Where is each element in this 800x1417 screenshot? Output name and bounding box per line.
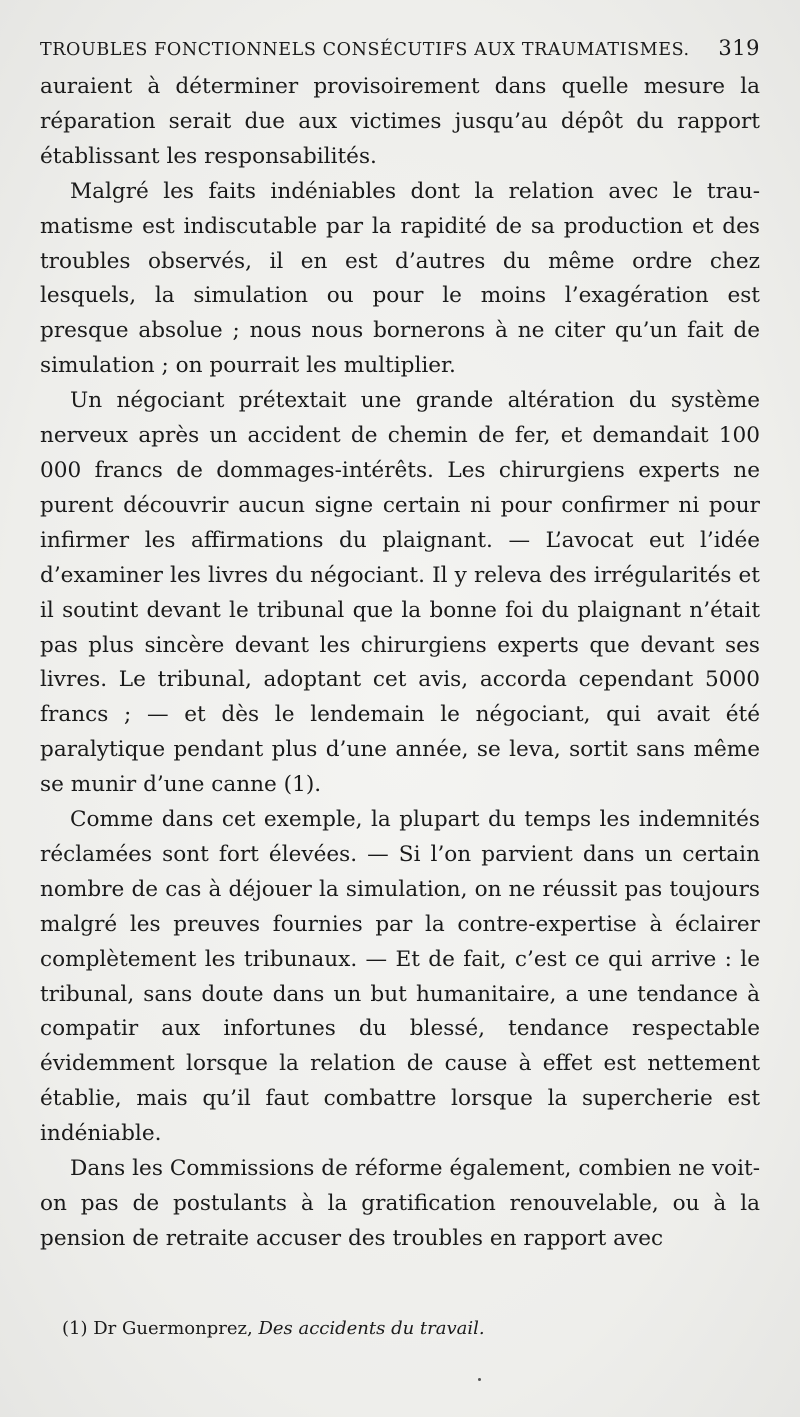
paragraph-negociant: Un négociant prétextait une grande altération du système nerveux après un accident de chemin de fer, et demandait 100 000 francs de dommages-intérêts. Les chirurgiens experts ne purent découvrir aucun signe certain ni pour confirmer ni pour infirmer les affirmations du plaignant. — L’avocat eut l’idée d’examiner les livres du négociant. Il y releva des irrégularités et il soutint devant le tribunal que la bonne foi du plaignant n’était pas plus sincère devant les chirurgiens experts que devant ses livres. Le tribunal, adoptant cet avis, accorda cependant 5000 francs ; — et dès le lendemain le négociant, qui avait été paralytique pendant plus d’une année, se leva, sortit sans même se munir d’une canne (1). <box>40 388 760 798</box>
footnote-work-title: Des accidents du travail. <box>258 1318 485 1339</box>
body-text <box>40 70 760 1257</box>
running-head <box>40 34 760 70</box>
running-title: TROUBLES FONCTIONNELS CONSÉCUTIFS AUX TRAUMATISMES. <box>40 40 690 60</box>
ink-speck <box>478 1378 481 1381</box>
paragraph-commissions: Dans les Commissions de réforme également, combien ne voit-on pas de postulants à la gratification renouvelable, ou à la pension de retraite accuser des troubles en rapport avec <box>40 1156 760 1251</box>
footnote-marker: (1) <box>62 1318 88 1339</box>
footnote-author: Dr Guermonprez, <box>93 1318 253 1339</box>
paragraph-continued: auraient à déterminer provisoirement dans quelle mesure la réparation serait due aux victimes jusqu’au dépôt du rapport établissant les responsabilités. <box>40 74 760 169</box>
page-number: 319 <box>718 36 760 60</box>
footnote <box>62 1316 485 1342</box>
paragraph-simulation: Malgré les faits indéniables dont la relation avec le traumatisme est indiscutable par la rapidité de sa production et des troubles observés, il en est d’autres du même ordre chez lesquels, la simulation ou pour le moins l’exagération est presque absolue ; nous nous bornerons à ne citer qu’un fait de simulation ; on pourrait les multiplier. <box>40 178 760 379</box>
paragraph-indemnites: Comme dans cet exemple, la plupart du temps les indemnités réclamées sont fort élevées. — Si l’on parvient dans un certain nombre de cas à déjouer la simulation, on ne réussit pas toujours malgré les preuves fournies par la contre-expertise à éclairer complètement les tribunaux. — Et de fait, c’est ce qui arrive : le tribunal, sans doute dans un but humanitaire, a une tendance à compatir aux infortunes du blessé, tendance respectable évidemment lorsque la relation de cause à effet est nettement établie, mais qu’il faut combattre lorsque la supercherie est indéniable. <box>40 807 760 1147</box>
